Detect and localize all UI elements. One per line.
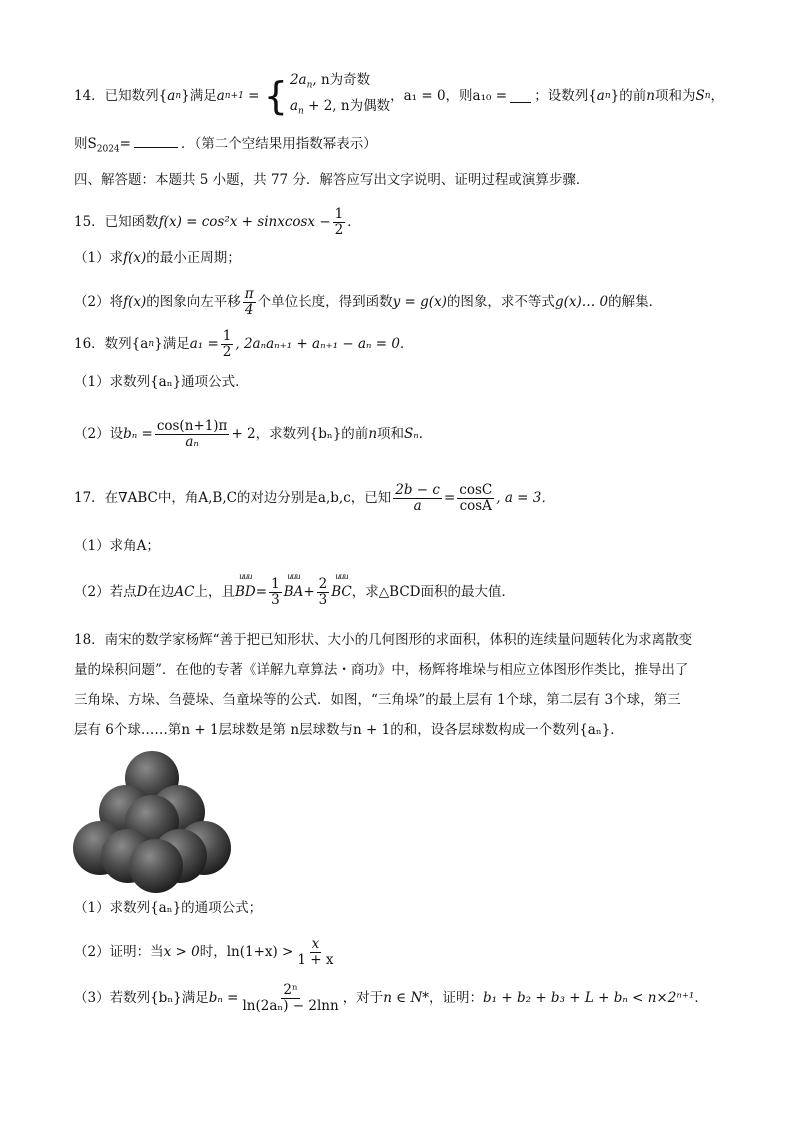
- answer-blank: [134, 135, 178, 148]
- vector-BC: uuu BC: [331, 572, 352, 600]
- q18-text-line: 18．南宋的数学家杨辉“善于把已知形状、大小的几何图形的求面积，体积的连续量问题转化为求离散变: [74, 632, 693, 648]
- q17-stem: 17．在∇ABC中，角A,B,C的对边分别是a,b,c，已知 $\frac{2b - c}{a}$ = $\frac{\cos C}{\cos A}$ , a = 3．: [74, 481, 555, 514]
- q18-text-line: 层有 6个球……第n + 1层球数是第 n层球数与n + 1的和，设各层球数构成一个数列{aₙ}．: [74, 722, 624, 738]
- fraction: $\frac{1}{3}$: [271, 575, 280, 608]
- fraction: $\frac{\pi}{4}$: [244, 285, 254, 318]
- fraction: $\frac{2b - c}{a}$: [395, 481, 440, 514]
- q18-text-line: 三角垛、方垛、刍甍垛、刍童垛等的公式．如图，“三角垛”的最上层有 1个球，第二层有 3个球，第三: [74, 692, 681, 708]
- fraction: $\frac{\text{2ⁿ}}{\text{ln(2aₙ) − 2lnn}}$: [242, 981, 339, 1014]
- fraction: $\frac{x}{1 + x}$: [297, 935, 334, 968]
- q16-sub1: （1）求数列{aₙ}通项公式．: [74, 374, 249, 390]
- q14-line1: 14．已知数列{ a n }满足 a n+1 = { $2a_n$, n为奇数 $a_n + 2$, n为偶数 ，a₁ = 0，则a₁₀ = ；设数列{ a n }的前 n 项和为 S n ，: [74, 76, 724, 116]
- q15-sub1: （1）求f(x)的最小正周期；: [74, 250, 241, 266]
- fraction: $\frac{2}{3}$: [318, 575, 328, 608]
- answer-blank: [510, 90, 531, 103]
- q17-sub1: （1）求角A；: [74, 538, 160, 554]
- q18-sub3: （3）若数列{bₙ}满足 bₙ = $\frac{\text{2ⁿ}}{\text{ln(2aₙ) − 2lnn}}$ ，对于 n ∈ N* ，证明： b₁ + b₂ + b₃ + L + bₙ < n×2ⁿ⁺¹ ．: [74, 981, 708, 1014]
- fraction: $\frac{1}{2}$: [334, 205, 344, 238]
- q18-text-line: 量的垛积问题”．在他的专著《详解九章算法・商功》中，杨辉将堆垛与相应立体图形作类比，推导出了: [74, 662, 689, 678]
- q14-piecewise: { $2a_n$, n为奇数 $a_n + 2$, n为偶数: [263, 72, 391, 118]
- q15-sub2: （2）将 f(x) 的图象向左平移 $\frac{\pi}{4}$ 个单位长度，得到函数 y = g(x) 的图象，求不等式 g(x)… 0 的解集．: [74, 285, 663, 318]
- q17-sub2: （2）若点 D 在边 AC 上，且 uuu BD = $\frac{1}{3}$ uuu BA + $\frac{2}{3}$ uuu BC ，求△BCD面积的最大值．: [74, 572, 515, 608]
- section-heading: 四、解答题：本题共 5 小题，共 77 分．解答应写出文字说明、证明过程或演算步骤．: [74, 172, 590, 188]
- q16-stem: 16．数列{a n }满足 a₁ = $\frac{1}{2}$ , 2aₙaₙ₊₁ + aₙ₊₁ − aₙ = 0 ．: [74, 327, 414, 360]
- q18-sub2: （2）证明：当 x > 0 时， ln(1+x) > $\frac{x}{1 + x}$: [74, 935, 334, 968]
- q18-sub1: （1）求数列{aₙ}的通项公式；: [74, 900, 263, 916]
- q16-sub2: （2）设 bₙ = $\frac{\cos(n+1)\pi}{\text{aₙ}}$ + 2 ，求数列{bₙ}的前 n 项和 Sₙ ．: [74, 417, 433, 450]
- vector-BA: uuu BA: [283, 572, 304, 600]
- vector-BD: uuu BD: [235, 572, 256, 600]
- fraction: $\frac{1}{2}$: [222, 327, 232, 360]
- sphere: [129, 839, 183, 893]
- fraction: $\frac{\cos C}{\cos A}$: [459, 481, 493, 514]
- q15-stem: 15．已知函数 f(x) = cos²x + sinxcosx − $\frac{1}{2}$ ．: [74, 205, 361, 238]
- fraction: $\frac{\cos(n+1)\pi}{\text{aₙ}}$: [156, 417, 228, 450]
- q14-line2: 则$S_{2024}=$ ．（第二个空结果用指数幂表示）: [74, 136, 377, 155]
- triangular-pile-figure: [70, 748, 235, 896]
